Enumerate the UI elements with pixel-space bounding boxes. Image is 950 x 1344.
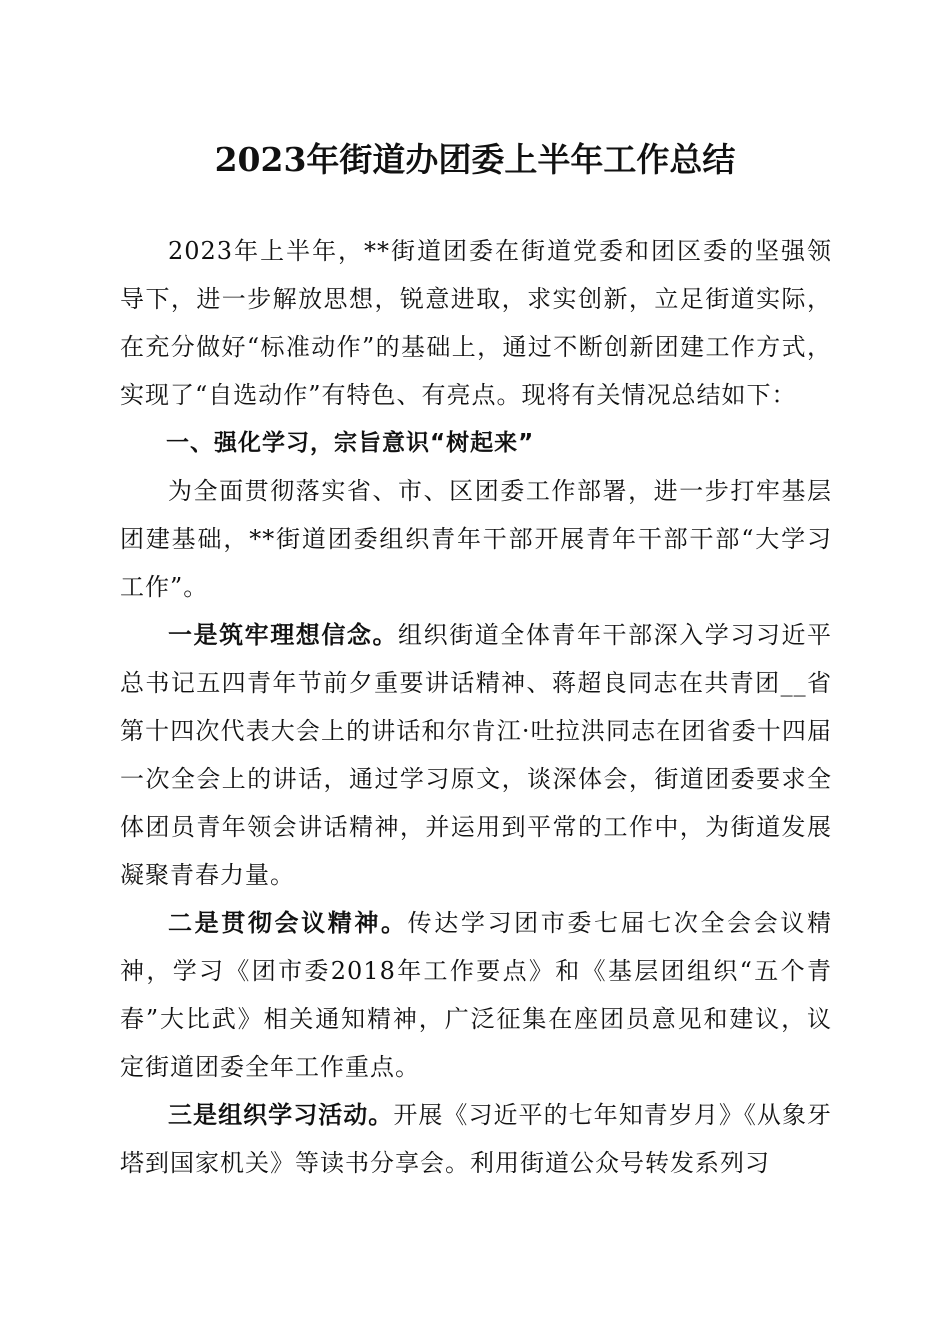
item-lead: 一是筑牢理想信念。: [168, 620, 399, 649]
item-lead: 三是组织学习活动。: [168, 1100, 394, 1129]
document-body: [120, 227, 832, 1187]
document-title: 2023年街道办团委上半年工作总结: [214, 140, 736, 179]
item-text: 传达学习团市委七届七次全会会议精神，学习《团市委2018年工作要点》和《基层团组织“五个青春”大比武》相关通知精神，广泛征集在座团员意见和建议，议定街道团委全年工作重点。: [120, 909, 832, 1081]
item-lead: 二是贯彻会议精神。: [168, 908, 408, 937]
item-text: 开展《习近平的七年知青岁月》《从象牙塔到国家机关》等读书分享会。利用街道公众号转发系列习: [120, 1101, 833, 1177]
section-heading: 一、强化学习，宗旨意识“树起来”: [166, 430, 535, 456]
section-summary: 为全面贯彻落实省、市、区团委工作部署，进一步打牢基层团建基础，**街道团委组织青年干部开展青年干部干部“大学习工作”。: [120, 477, 832, 601]
item-paragraph-2: [120, 899, 832, 1091]
item-paragraph-3: [120, 1091, 832, 1187]
intro-paragraph: 2023年上半年，**街道团委在街道党委和团区委的坚强领导下，进一步解放思想，锐意进取，求实创新，立足街道实际，在充分做好“标准动作”的基础上，通过不断创新团建工作方式，实现了“自选动作”有特色、有亮点。现将有关情况总结如下：: [120, 237, 832, 409]
item-text: 组织街道全体青年干部深入学习习近平总书记五四青年节前夕重要讲话精神、蒋超良同志在共青团__省第十四次代表大会上的讲话和尔肯江·吐拉洪同志在团省委十四届一次全会上的讲话，通过学习原文，谈深体会，街道团委要求全体团员青年领会讲话精神，并运用到平常的工作中，为街道发展凝聚青春力量。: [120, 621, 833, 889]
item-paragraph-1: [120, 611, 832, 899]
